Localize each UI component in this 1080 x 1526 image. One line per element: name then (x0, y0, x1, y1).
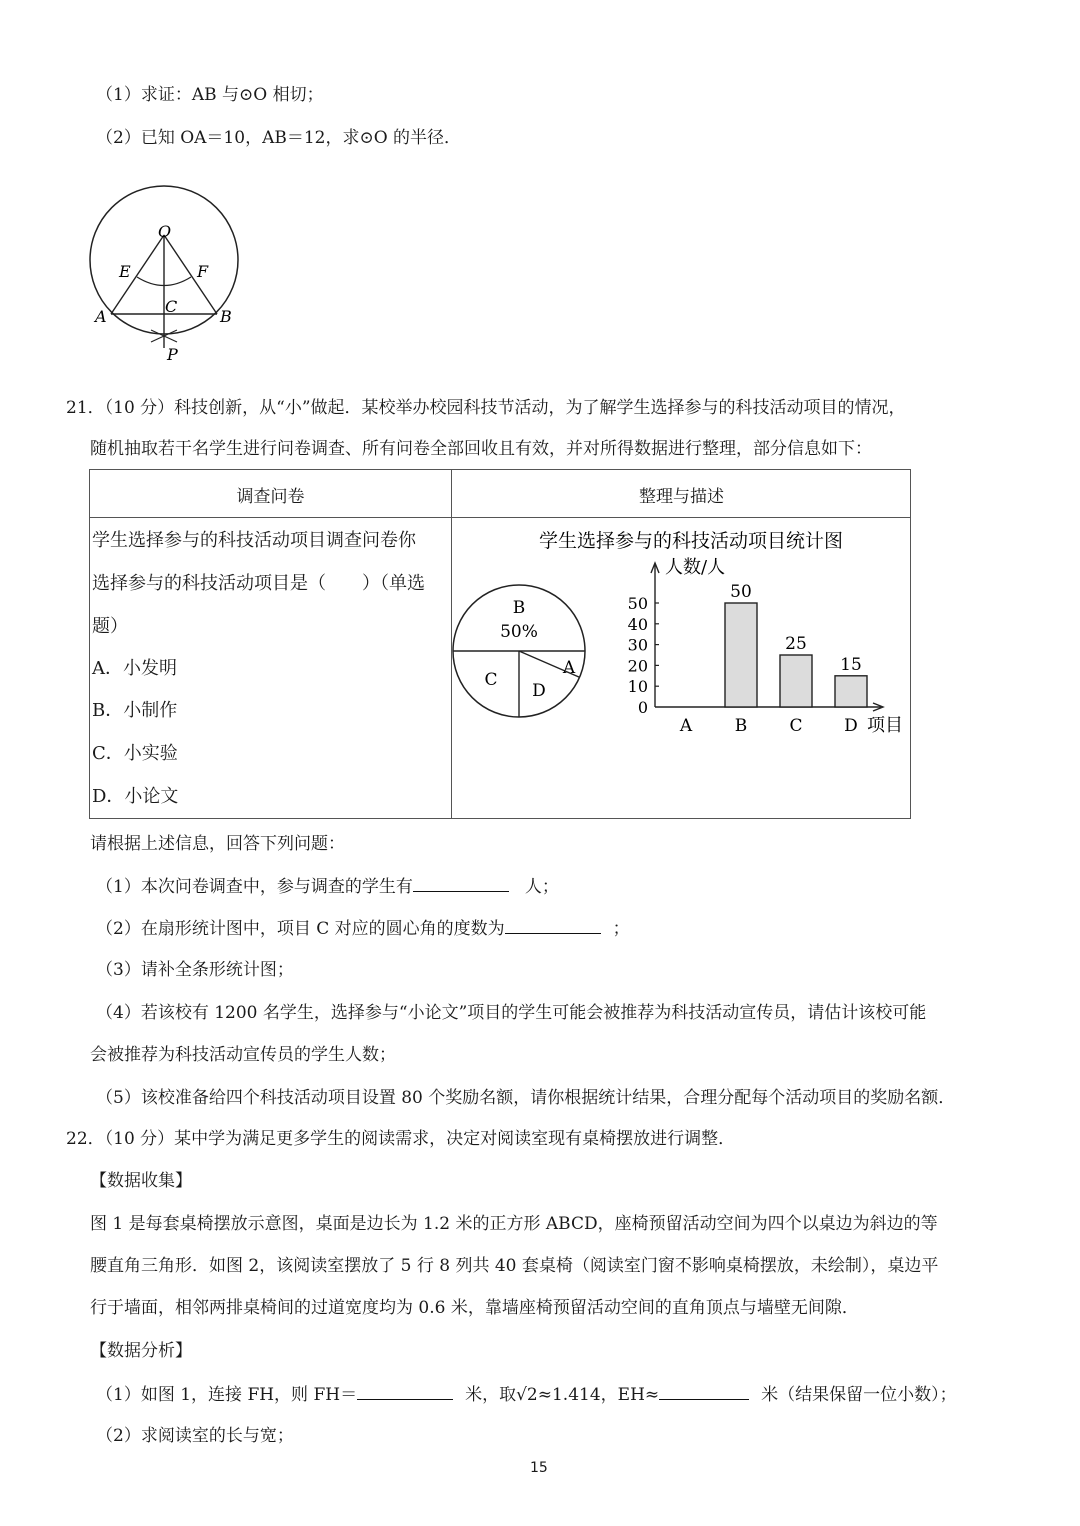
q21-part1: （1）本次问卷调查中，参与调查的学生有 人； (96, 873, 559, 899)
q21-part4-line2: 会被推荐为科技活动宣传员的学生人数； (90, 1045, 396, 1065)
q22-intro: 22．（10 分）某中学为满足更多学生的阅读需求，决定对阅读室现有桌椅摆放进行调整． (66, 1129, 736, 1149)
pie-label-c: C (484, 670, 498, 690)
q21-prompt: 请根据上述信息，回答下列问题： (90, 834, 345, 854)
header-summary: 整理与描述 (639, 487, 724, 507)
option-a: A．小发明 (92, 658, 177, 679)
q20-part2: （2）已知 OA＝10，AB＝12，求⊙O 的半径． (96, 128, 462, 148)
q22-heading-data-analysis: 【数据分析】 (90, 1341, 192, 1361)
label-c: C (165, 297, 178, 316)
y-tick-label-50: 50 (627, 594, 648, 613)
pie-chart (453, 585, 585, 717)
option-d: D．小论文 (92, 786, 179, 807)
label-p: P (167, 345, 178, 364)
q21-intro-line1: 21．（10 分）科技创新，从“小”做起．某校举办校园科技节活动，为了解学生选择参与的科技活动项目的情况， (66, 398, 906, 418)
y-tick-label-40: 40 (627, 614, 648, 634)
q21-intro-line2: 随机抽取若干名学生进行问卷调查、所有问卷全部回收且有效，并对所得数据进行整理，部分信息如下： (90, 439, 872, 459)
y-tick-label-20: 20 (627, 656, 648, 676)
y-tick-label-10: 10 (627, 677, 648, 697)
q21-part5: （5）该校准备给四个科技活动项目设置 80 个奖励名额，请你根据统计结果，合理分配每个活动项目的奖励名额． (96, 1088, 956, 1108)
pie-label-d: D (532, 681, 546, 701)
answer-blank-2[interactable] (505, 915, 601, 934)
label-b: B (220, 307, 232, 326)
chart-title: 学生选择参与的科技活动项目统计图 (538, 530, 844, 552)
y-axis-label: 人数/人 (665, 557, 726, 578)
x-tick-label-a: A (679, 716, 693, 736)
option-c: C．小实验 (92, 743, 178, 764)
q20-part1: （1）求证：AB 与⊙O 相切； (96, 85, 324, 105)
survey-line3: 题） (92, 616, 128, 637)
y-tick-label-30: 30 (627, 635, 648, 655)
bar-c (780, 655, 812, 707)
q21-part2: （2）在扇形统计图中，项目 C 对应的圆心角的度数为 ； (96, 915, 630, 941)
answer-blank-eh[interactable] (659, 1381, 749, 1400)
bar-data-label-b: 50 (730, 582, 752, 602)
q22-part2: （2）求阅读室的长与宽； (96, 1426, 294, 1446)
pie-label-b-percent: 50% (500, 622, 538, 642)
y-tick-label-0: 0 (637, 698, 648, 717)
label-f: F (197, 262, 209, 281)
x-axis-label: 项目 (867, 715, 903, 736)
page-number: 15 (530, 1460, 548, 1476)
option-b: B．小制作 (92, 700, 178, 721)
q22-desc-line2: 腰直角三角形．如图 2，该阅读室摆放了 5 行 8 列共 40 套桌椅（阅读室门窗不影响桌椅摆放，未绘制），桌边平 (90, 1256, 939, 1276)
bar-chart (628, 557, 903, 736)
q22-desc-line1: 图 1 是每套桌椅摆放示意图，桌面是边长为 1.2 米的正方形 ABCD，座椅预留活动空间为四个以桌边为斜边的等 (90, 1214, 938, 1234)
label-a: A (95, 307, 107, 326)
sqrt2-symbol: √2 (516, 1385, 538, 1405)
survey-line1: 学生选择参与的科技活动项目调查问卷你 (92, 530, 416, 551)
label-e: E (119, 262, 131, 281)
x-tick-label-c: C (789, 716, 803, 736)
bar-data-label-d: 15 (840, 654, 862, 675)
bar-data-label-c: 25 (785, 634, 807, 654)
answer-blank-fh[interactable] (357, 1381, 453, 1400)
label-o: O (158, 222, 172, 241)
q21-part3: （3）请补全条形统计图； (96, 960, 294, 980)
q22-desc-line3: 行于墙面，相邻两排桌椅间的过道宽度均为 0.6 米，靠墙座椅预留活动空间的直角顶点与墙壁无间隙． (90, 1298, 859, 1318)
bar-b (725, 603, 757, 707)
x-tick-label-d: D (844, 716, 858, 736)
circle-figure (85, 180, 245, 370)
q22-part1: （1）如图 1，连接 FH，则 FH＝ 米，取√2≈1.414，EH≈ 米（结果保留一位小数）； (96, 1381, 957, 1407)
statistics-chart (451, 517, 910, 817)
q22-heading-data-collection: 【数据收集】 (90, 1171, 192, 1191)
pie-label-a: A (562, 658, 576, 678)
pie-label-b: B (512, 598, 526, 618)
q21-part4-line1: （4）若该校有 1200 名学生，选择参与“小论文”项目的学生可能会被推荐为科技活动宣传员，请估计该校可能 (96, 1003, 927, 1023)
bar-d (835, 676, 867, 707)
header-survey: 调查问卷 (236, 487, 305, 507)
survey-line2: 选择参与的科技活动项目是（ ）（单选 (92, 573, 425, 594)
x-tick-label-b: B (734, 716, 748, 736)
answer-blank-1[interactable] (413, 873, 509, 892)
